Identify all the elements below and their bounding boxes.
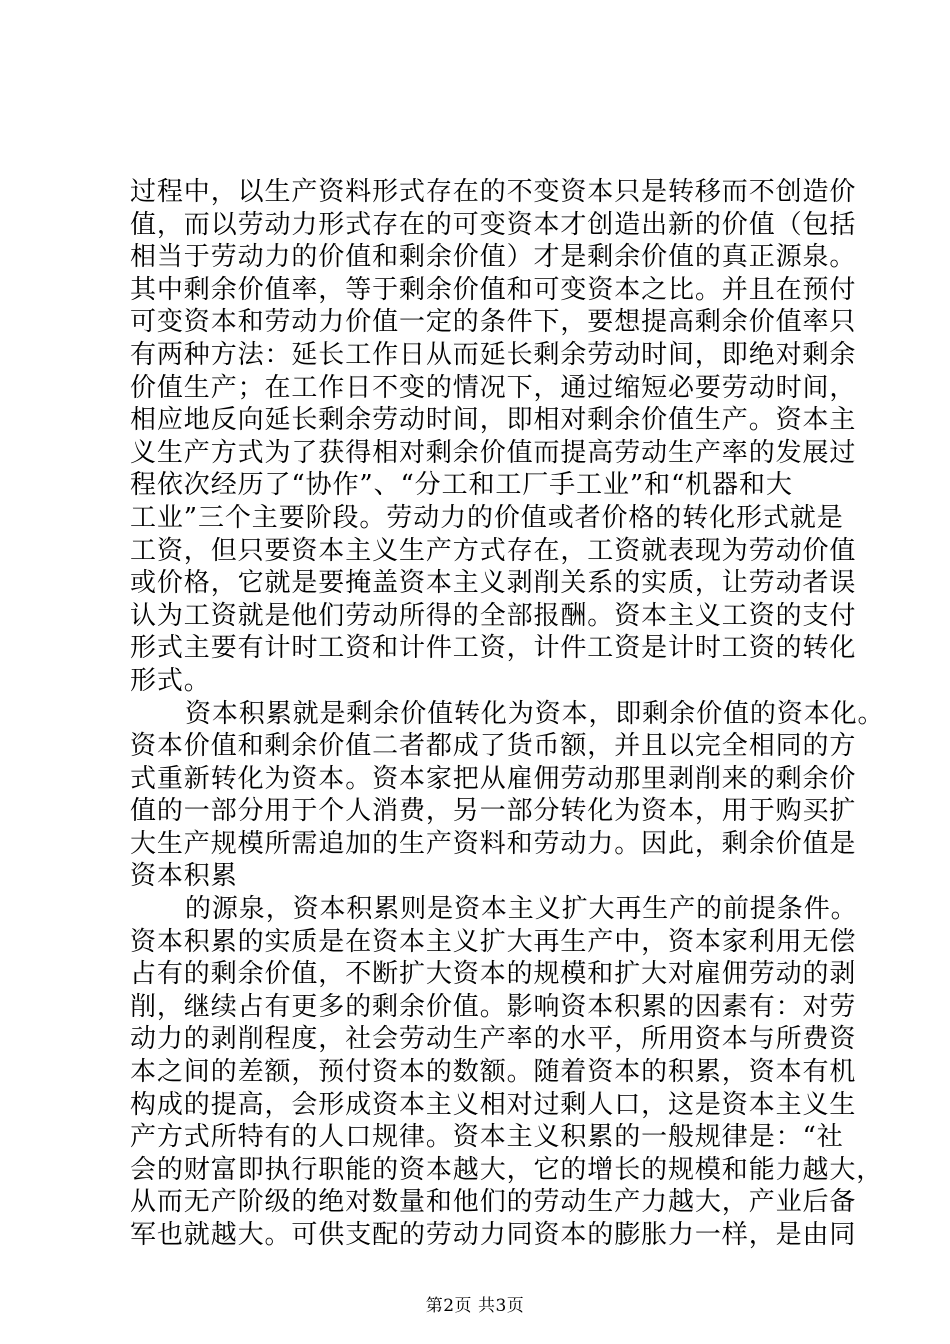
text-line: 会的财富即执行职能的资本越大，它的增长的规模和能力越大，: [130, 1154, 884, 1185]
text-line: 认为工资就是他们劳动所得的全部报酬。资本主义工资的支付: [130, 600, 857, 631]
text-line: 相当于劳动力的价值和剩余价值）才是剩余价值的真正源泉。: [130, 242, 857, 273]
text-line: 工资，但只要资本主义生产方式存在，工资就表现为劳动价值: [130, 535, 857, 566]
text-line: 构成的提高，会形成资本主义相对过剩人口，这是资本主义生: [130, 1089, 857, 1120]
text-line: 可变资本和劳动力价值一定的条件下，要想提高剩余价值率只: [130, 307, 857, 338]
paragraph-start-line: 的源泉，资本积累则是资本主义扩大再生产的前提条件。: [185, 894, 858, 925]
text-line: 动力的剥削程度，社会劳动生产率的水平，所用资本与所费资: [130, 1024, 857, 1055]
text-line: 价值生产；在工作日不变的情况下，通过缩短必要劳动时间，: [130, 372, 857, 403]
text-line: 有两种方法：延长工作日从而延长剩余劳动时间，即绝对剩余: [130, 339, 857, 370]
text-line: 过程中，以生产资料形式存在的不变资本只是转移而不创造价: [130, 177, 857, 207]
text-line: 形式。: [130, 665, 211, 696]
paragraph-start-line: 资本积累就是剩余价值转化为资本，即剩余价值的资本化。: [185, 698, 885, 729]
text-line: 大生产规模所需追加的生产资料和劳动力。因此，剩余价值是: [130, 828, 857, 859]
text-line: 其中剩余价值率，等于剩余价值和可变资本之比。并且在预付: [130, 274, 857, 305]
body-text: [130, 176, 885, 1252]
text-line: 资本积累的实质是在资本主义扩大再生产中，资本家利用无偿: [130, 926, 857, 957]
text-line: 式重新转化为资本。资本家把从雇佣劳动那里剥削来的剩余价: [130, 763, 857, 794]
text-line: 占有的剩余价值，不断扩大资本的规模和扩大对雇佣劳动的剥: [130, 959, 857, 990]
text-line: 义生产方式为了获得相对剩余价值而提高劳动生产率的发展过: [130, 437, 857, 468]
text-line: 本之间的差额，预付资本的数额。随着资本的积累，资本有机: [130, 1057, 857, 1088]
text-line: 程依次经历了“协作”、“分工和工厂手工业”和“机器和大: [130, 470, 793, 501]
text-line: 值，而以劳动力形式存在的可变资本才创造出新的价值（包括: [130, 209, 857, 240]
text-line: 从而无产阶级的绝对数量和他们的劳动生产力越大，产业后备: [130, 1187, 857, 1218]
text-line: 削，继续占有更多的剩余价值。影响资本积累的因素有：对劳: [130, 991, 857, 1022]
text-line: 资本积累: [130, 861, 238, 892]
page-footer: 第2页 共3页: [425, 1296, 525, 1316]
text-line: 资本价值和剩余价值二者都成了货币额，并且以完全相同的方: [130, 731, 857, 762]
text-line: 值的一部分用于个人消费，另一部分转化为资本，用于购买扩: [130, 796, 857, 827]
text-line: 工业”三个主要阶段。劳动力的价值或者价格的转化形式就是: [130, 502, 844, 533]
text-line: 军也就越大。可供支配的劳动力同资本的膨胀力一样，是由同: [130, 1220, 857, 1250]
text-line: 相应地反向延长剩余劳动时间，即相对剩余价值生产。资本主: [130, 405, 857, 436]
text-line: 产方式所特有的人口规律。资本主义积累的一般规律是：“社: [130, 1122, 844, 1153]
text-line: 形式主要有计时工资和计件工资，计件工资是计时工资的转化: [130, 633, 857, 664]
text-line: 或价格，它就是要掩盖资本主义剥削关系的实质，让劳动者误: [130, 568, 857, 599]
